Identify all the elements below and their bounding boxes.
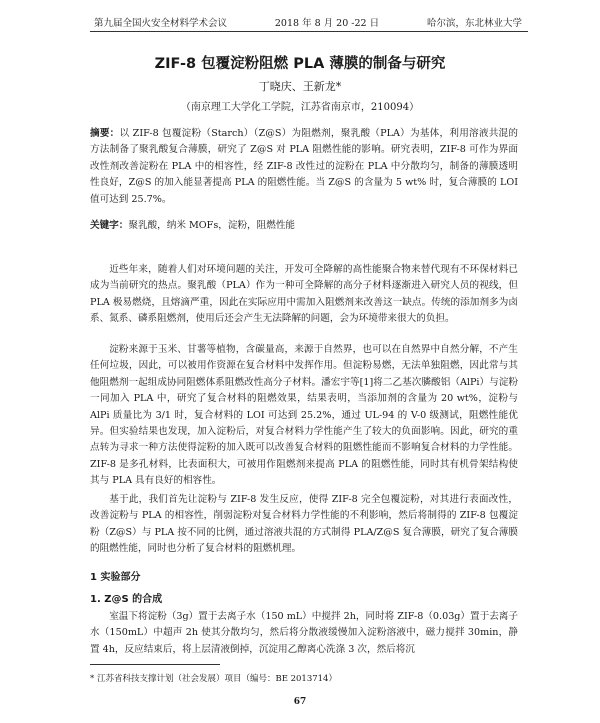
abstract <box>90 126 518 208</box>
keywords <box>90 218 518 234</box>
body-paragraph: 淀粉来源于玉米、甘薯等植物，含碳量高，来源于自然界，也可以在自然界中自然分解，不产生任何垃圾，因此，可以被用作资源在复合材料中发挥作用。但淀粉易燃，无法单独阻燃，因此常与其他阻燃剂一起组成协同阻燃体系阻燃改性高分子材料。潘宏宇等[1]将二乙基次膦酸铝（AlPi）与淀粉一同加入 PLA 中，研究了复合材料的阻燃效果，结果表明，当添加剂的含量为 20 wt%，淀粉与 AlPi 质量比为 3/1 时，复合材料的 LOI 可达到 25.2%，通过 UL-94 的 V-0 级测试，阻燃性能优异。但实验结果也发现，加入淀粉后，对复合材料力学性能产生了较大的负面影响。因此，研究的重点转为寻求一种方法使得淀粉的加入既可以改善复合材料的阻燃性能而不影响复合材料的力学性能。ZIF-8 是多孔材料，比表面积大，可被用作阻燃剂来提高 PLA 的阻燃性能，同时其有机骨架结构使其与 PLA 具有良好的相容性。 <box>90 344 518 487</box>
page-number: 67 <box>293 697 307 707</box>
header-date: 2018 年 8 月 20 -22 日 <box>274 18 380 29</box>
author-affiliation: （南京理工大学化工学院，江苏省南京市，210094） <box>180 102 420 113</box>
header-conference: 第九届全国火安全材料学术会议 <box>94 18 228 29</box>
keywords-label: 关键字： <box>90 220 129 231</box>
footnote: * 江苏省科技支撑计划（社会发展）项目（编号：BE 2013714） <box>90 674 337 684</box>
header-location: 哈尔滨，东北林业大学 <box>426 18 522 29</box>
body-paragraph: 近些年来，随着人们对环境问题的关注，开发可全降解的高性能聚合物来替代现有不环保材料已成为当前研究的热点。聚乳酸（PLA）作为一种可全降解的高分子材料逐渐进入研究人员的视线，但 PLA 极易燃烧，且熔滴严重，因此在实际应用中需加入阻燃剂来改善这一缺点。传统的添加剂多为卤系、氮系、磷系阻燃剂，使用后还会产生无法降解的问题，会为环境带来很大的负担。 <box>90 264 518 325</box>
keywords-text: 聚乳酸，纳米 MOFs，淀粉，阻燃性能 <box>128 220 296 231</box>
running-header <box>94 14 522 30</box>
section-heading: 1 实验部分 <box>90 572 141 583</box>
paper-authors: 丁晓庆、王新龙* <box>258 80 342 93</box>
footnote-divider <box>90 664 220 665</box>
body-paragraph: 室温下将淀粉（3g）置于去离子水（150 mL）中搅拌 2h，同时将 ZIF-8（0.03g）置于去离子水（150mL）中超声 2h 使其分散均匀，然后将分散液缓慢加入淀粉溶液中，磁力搅拌 30min，静置 4h，反应结束后，将上层清液倒掉，沉淀用乙醇离心洗涤 3 次，然后将沉 <box>90 611 518 655</box>
subsection-heading: 1. Z@S 的合成 <box>90 594 163 605</box>
abstract-text: 以 ZIF-8 包覆淀粉（Starch）（Z@S）为阻燃剂，聚乳酸（PLA）为基体，利用溶液共混的方法制备了聚乳酸复合薄膜，研究了 Z@S 对 PLA 阻燃性能的影响。研究表明，ZIF-8 可作为界面改性剂改善淀粉在 PLA 中的相容性，经 ZIF-8 改性过的淀粉在 PLA 中分散均匀，制备的薄膜透明性良好，Z@S 的加入能显著提高 PLA 的阻燃性能。当 Z@S 的含量为 5 wt% 时，复合薄膜的 LOI 值可达到 25.7%。 <box>90 128 518 205</box>
header-divider <box>90 31 528 32</box>
body-paragraph: 基于此，我们首先让淀粉与 ZIF-8 发生反应，使得 ZIF-8 完全包覆淀粉，对其进行表面改性，改善淀粉与 PLA 的相容性，削弱淀粉对复合材料力学性能的不利影响，然后将制得的 ZIF-8 包覆淀粉（Z@S）与 PLA 按不同的比例，通过溶液共混的方式制得 PLA/Z@S 复合薄膜，研究了复合薄膜的阻燃性能，同时也分析了复合材料的阻燃机理。 <box>90 494 518 555</box>
abstract-label: 摘要： <box>90 128 120 139</box>
paper-title: ZIF-8 包覆淀粉阻燃 PLA 薄膜的制备与研究 <box>154 56 446 72</box>
